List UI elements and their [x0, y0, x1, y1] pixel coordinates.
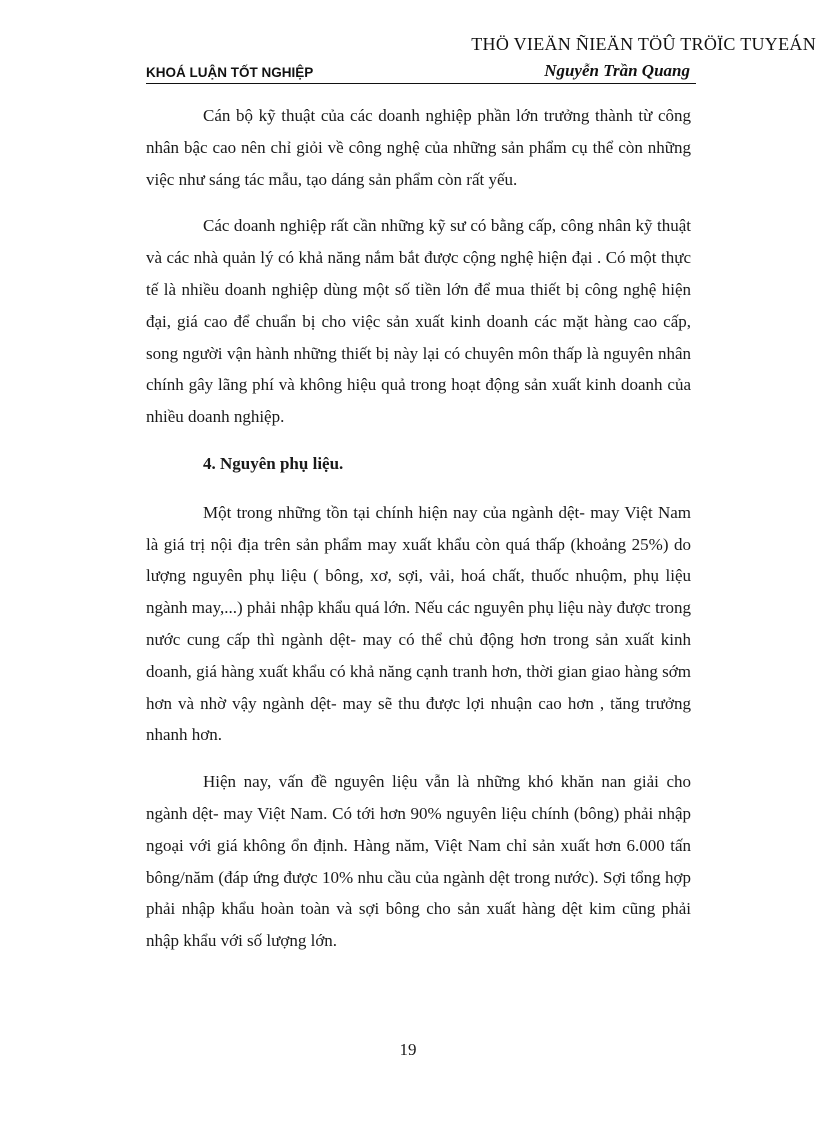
page-number: 19: [399, 1040, 417, 1059]
page-body: [146, 100, 691, 972]
paragraph-domestic-value: Một trong những tồn tại chính hiện nay của ngành dệt- may Việt Nam là giá trị nội địa trên sản phẩm may xuất khẩu còn quá thấp (khoảng 25%) do lượng nguyên phụ liệu ( bông, xơ, sợi, vải, hoá chất, thuốc nhuộm, phụ liệu ngành may,...) phải nhập khẩu quá lớn. Nếu các nguyên phụ liệu này được trong nước cung cấp thì ngành dệt- may có thể chủ động hơn trong sản xuất kinh doanh, giá hàng xuất khẩu có khả năng cạnh tranh hơn, thời gian giao hàng sớm hơn và nhờ vậy ngành dệt- may sẽ thu được lợi nhuận cao hơn , tăng trưởng nhanh hơn.: [146, 502, 691, 745]
paragraph-cotton-imports: Hiện nay, vấn đề nguyên liệu vẫn là những khó khăn nan giải cho ngành dệt- may Việt Nam. Có tới hơn 90% nguyên liệu chính (bông) phải nhập ngoại với giá không ổn định. Hàng năm, Việt Nam chỉ sản xuất hơn 6.000 tấn bông/năm (đáp ứng được 10% nhu cầu của ngành dệt trong nước). Sợi tổng hợp phải nhập khẩu hoàn toàn và sợi bông cho sản xuất hàng dệt kim cũng phải nhập khẩu với số lượng lớn.: [146, 772, 691, 951]
section-heading-raw-materials: 4. Nguyên phụ liệu.: [203, 453, 344, 473]
paragraph-technical-staff: Cán bộ kỹ thuật của các doanh nghiệp phần lớn trưởng thành từ công nhân bậc cao nên chỉ giỏi về công nghệ của những sản phẩm cụ thể còn những việc như sáng tác mẫu, tạo dáng sản phẩm còn rất yếu.: [146, 106, 691, 189]
header-divider: [146, 83, 696, 85]
author-name: Nguyễn Trần Quang: [544, 61, 690, 80]
page-header: [146, 60, 696, 84]
library-watermark: THÖ VIEÄN ÑIEÄN TÖÛ TRÖÏC TUYEÁN: [471, 34, 816, 54]
paragraph-skilled-workers: Các doanh nghiệp rất cần những kỹ sư có bằng cấp, công nhân kỹ thuật và các nhà quản lý có khả năng nắm bắt được cộng nghệ hiện đại . Có một thực tế là nhiều doanh nghiệp dùng một số tiền lớn để mua thiết bị công nghệ hiện đại, giá cao để chuẩn bị cho việc sản xuất kinh doanh các mặt hàng cao cấp, song người vận hành những thiết bị này lại có chuyên môn thấp là nguyên nhân chính gây lãng phí và không hiệu quả trong hoạt động sản xuất kinh doanh của nhiều doanh nghiệp.: [146, 216, 691, 427]
thesis-title: KHOÁ LUẬN TỐT NGHIỆP: [146, 65, 314, 80]
